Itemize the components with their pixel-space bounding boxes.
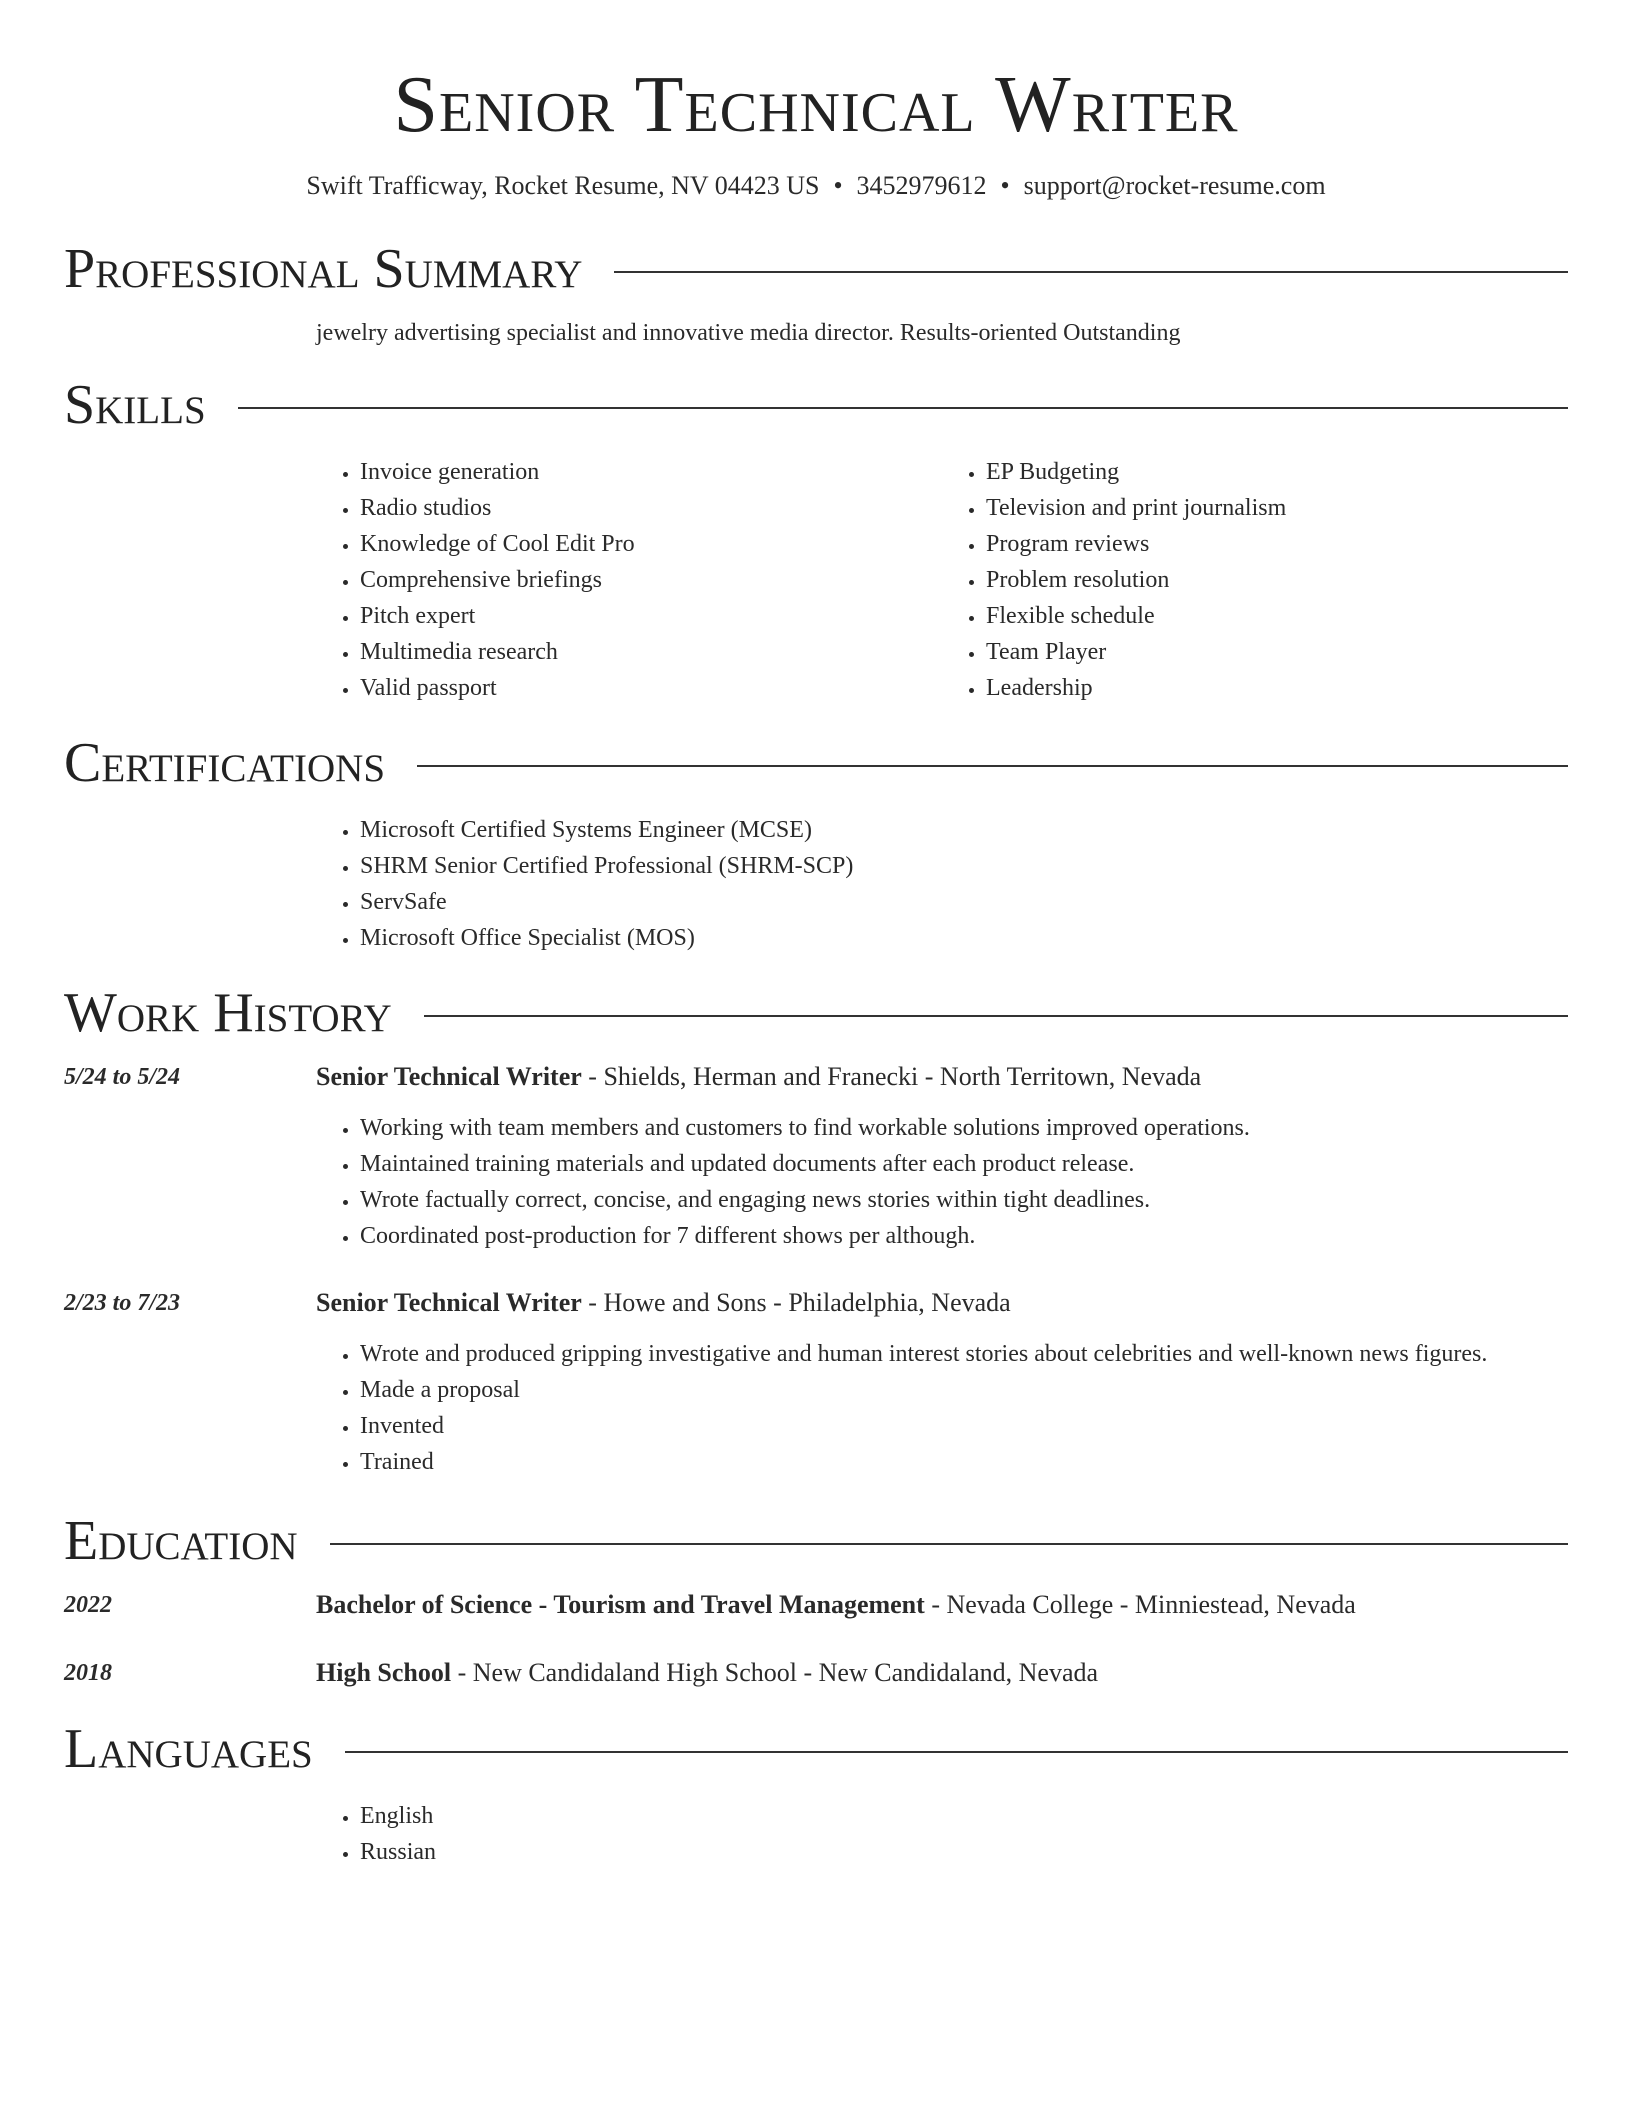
job-heading: [316, 1288, 1568, 1318]
contact-phone: 3452979612: [856, 171, 987, 200]
job-bullet: • Maintained training materials and updated documents after each product release.: [360, 1146, 1568, 1182]
job-bullet: • Made a proposal: [360, 1372, 1568, 1408]
contact-address: Swift Trafficway, Rocket Resume, NV 04423 US: [306, 171, 820, 200]
contact-line: [64, 170, 1568, 202]
education-school: - Nevada College - Minniestead, Nevada: [924, 1590, 1356, 1619]
education-degree: High School: [316, 1658, 452, 1687]
job-dates: 2/23 to 7/23: [64, 1290, 181, 1316]
education-degree: Bachelor of Science - Tourism and Travel Management: [316, 1590, 925, 1619]
certification-item: • ServSafe: [360, 884, 1568, 920]
skills-column-left: [316, 454, 942, 706]
languages-list: [64, 1798, 1568, 1870]
contact-separator: •: [833, 171, 843, 200]
job-entry: [64, 1288, 1568, 1480]
education-year: 2022: [64, 1592, 112, 1618]
job-body: [316, 1288, 1568, 1480]
job-bullet: • Trained: [360, 1444, 1568, 1480]
skill-item: • EP Budgeting: [986, 454, 1568, 490]
job-heading: [316, 1062, 1568, 1092]
education-entry: [64, 1590, 1568, 1620]
summary-section-header: [64, 238, 1568, 300]
section-divider: [345, 1751, 1568, 1753]
certifications-bullets: [316, 812, 1568, 956]
education-heading: [316, 1590, 1356, 1620]
skills-list: [64, 454, 1568, 706]
section-title-certifications: Certifications: [64, 732, 386, 794]
job-title: Senior Technical Writer: [316, 1062, 582, 1091]
skill-item: • Television and print journalism: [986, 490, 1568, 526]
job-employer: - Shields, Herman and Franecki - North Territown, Nevada: [581, 1062, 1202, 1091]
language-item: • Russian: [360, 1834, 1568, 1870]
job-employer: - Howe and Sons - Philadelphia, Nevada: [581, 1288, 1011, 1317]
languages-section-header: [64, 1718, 1568, 1780]
certifications-list: [64, 812, 1568, 956]
section-title-education: Education: [64, 1510, 298, 1572]
certification-item: • SHRM Senior Certified Professional (SHRM-SCP): [360, 848, 1568, 884]
education-year: 2018: [64, 1660, 112, 1686]
job-bullets: [316, 1110, 1568, 1254]
job-bullet: • Working with team members and customers to find workable solutions improved operations.: [360, 1110, 1568, 1146]
section-divider: [424, 1015, 1568, 1017]
skill-item: • Radio studios: [360, 490, 942, 526]
job-entry: [64, 1062, 1568, 1254]
job-bullet: • Wrote factually correct, concise, and engaging news stories within tight deadlines.: [360, 1182, 1568, 1218]
skill-item: • Valid passport: [360, 670, 942, 706]
section-divider: [417, 765, 1568, 767]
work-section-header: [64, 982, 1568, 1044]
certification-item: • Microsoft Certified Systems Engineer (MCSE): [360, 812, 1568, 848]
section-divider: [614, 271, 1568, 273]
section-title-skills: Skills: [64, 374, 206, 436]
skills-section-header: [64, 374, 1568, 436]
job-bullet: • Coordinated post-production for 7 different shows per although.: [360, 1218, 1568, 1254]
contact-email: support@rocket-resume.com: [1023, 171, 1326, 200]
skill-item: • Program reviews: [986, 526, 1568, 562]
education-heading: [316, 1658, 1098, 1688]
skill-item: • Invoice generation: [360, 454, 942, 490]
skill-item: • Multimedia research: [360, 634, 942, 670]
resume-name: Senior Technical Writer: [393, 61, 1239, 149]
job-bullets: [316, 1336, 1568, 1480]
summary-text: jewelry advertising specialist and innovative media director. Results-oriented Outstanding: [316, 320, 1181, 346]
skill-item: • Leadership: [986, 670, 1568, 706]
skill-item: • Flexible schedule: [986, 598, 1568, 634]
education-school: - New Candidaland High School - New Candidaland, Nevada: [451, 1658, 1099, 1687]
certifications-section-header: [64, 732, 1568, 794]
section-title-summary: Professional Summary: [64, 238, 583, 300]
languages-bullets: [316, 1798, 1568, 1870]
job-bullet: • Wrote and produced gripping investigative and human interest stories about celebrities and well-known news figures.: [360, 1336, 1568, 1372]
skill-item: • Knowledge of Cool Edit Pro: [360, 526, 942, 562]
skill-item: • Problem resolution: [986, 562, 1568, 598]
section-divider: [330, 1543, 1568, 1545]
education-section-header: [64, 1510, 1568, 1572]
job-dates: 5/24 to 5/24: [64, 1064, 181, 1090]
section-divider: [238, 407, 1568, 409]
contact-separator: •: [1000, 171, 1010, 200]
certification-item: • Microsoft Office Specialist (MOS): [360, 920, 1568, 956]
skill-item: • Team Player: [986, 634, 1568, 670]
job-body: [316, 1062, 1568, 1254]
section-title-languages: Languages: [64, 1718, 313, 1780]
skills-column-right: [942, 454, 1568, 706]
section-title-work: Work History: [64, 982, 392, 1044]
job-title: Senior Technical Writer: [316, 1288, 582, 1317]
language-item: • English: [360, 1798, 1568, 1834]
skill-item: • Comprehensive briefings: [360, 562, 942, 598]
education-entry: [64, 1658, 1568, 1688]
job-bullet: • Invented: [360, 1408, 1568, 1444]
skill-item: • Pitch expert: [360, 598, 942, 634]
